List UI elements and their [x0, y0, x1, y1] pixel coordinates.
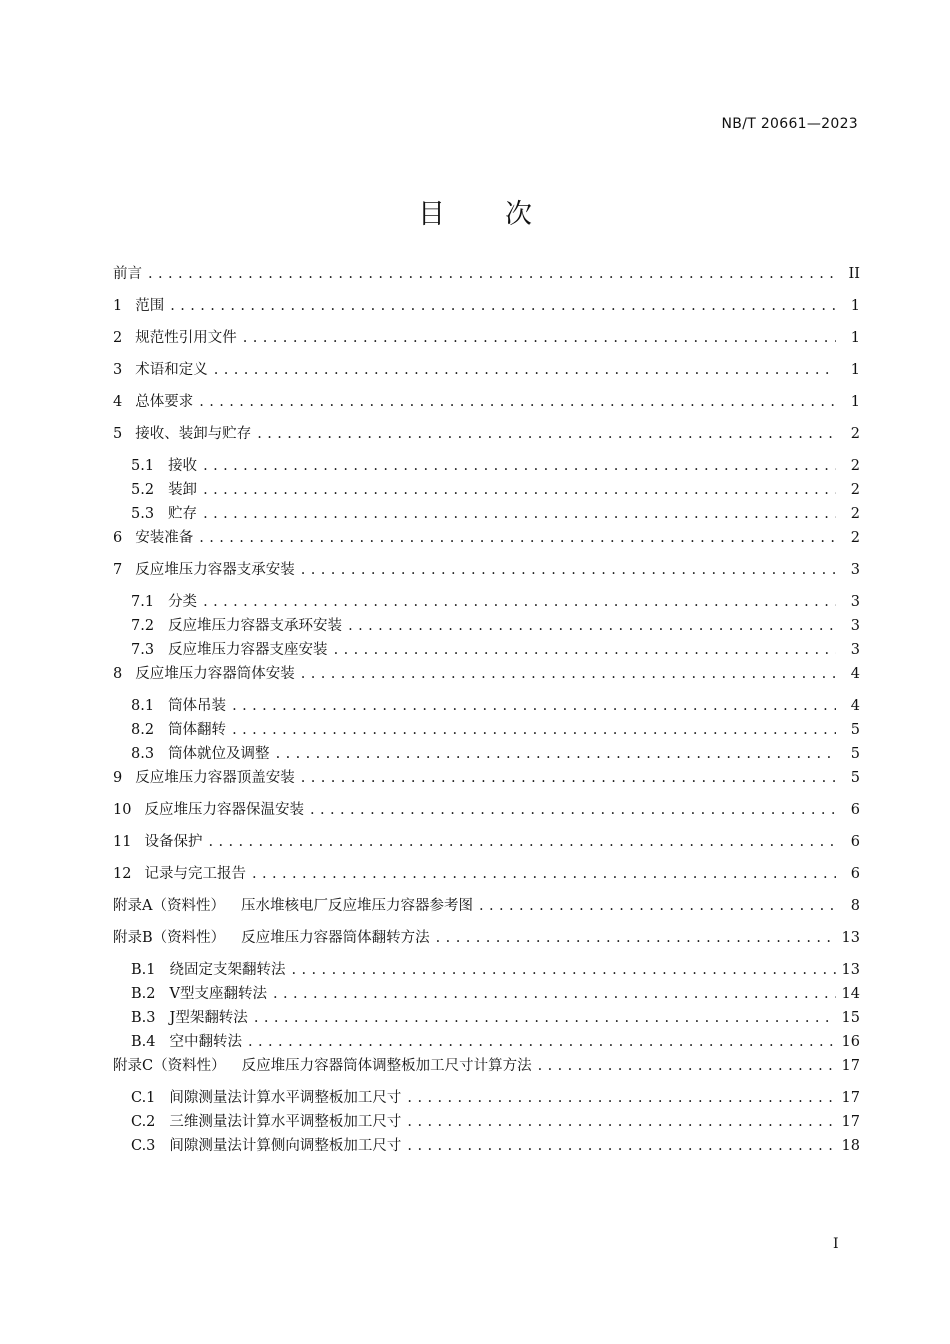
toc-leader-dots	[254, 1006, 836, 1030]
toc-title	[0, 192, 950, 231]
toc-entry[interactable]	[113, 262, 860, 294]
standard-code: NB/T 20661—2023	[721, 116, 858, 132]
toc-leader-dots	[334, 638, 836, 662]
toc-subentry[interactable]	[113, 1134, 860, 1158]
toc-entry-label: 反应堆压力容器保温安装	[144, 802, 304, 818]
toc-entry-number: 8	[113, 666, 123, 682]
toc-entry-label: 接收	[168, 458, 198, 474]
toc-leader-dots	[252, 862, 836, 886]
toc-leader-dots	[301, 766, 836, 790]
toc-entry-number: 2	[113, 330, 123, 346]
toc-entry-page: 5	[850, 746, 860, 762]
toc-entry-number: 7.2	[131, 618, 155, 634]
toc-entry-number: 6	[113, 530, 123, 546]
toc-subentry[interactable]	[113, 1110, 860, 1134]
toc-entry[interactable]	[113, 526, 860, 558]
toc-subentry[interactable]	[113, 502, 860, 526]
toc-leader-dots	[273, 982, 836, 1006]
toc-entry-page: 2	[850, 482, 860, 498]
toc-entry-number: 10	[113, 802, 132, 818]
toc-entry-page: 1	[850, 394, 860, 410]
toc-leader-dots	[348, 614, 836, 638]
toc-entry-page: 17	[841, 1090, 860, 1106]
toc-entry-number: 8.2	[131, 722, 155, 738]
toc-entry-page: 16	[841, 1034, 860, 1050]
toc-entry-page: 15	[841, 1010, 860, 1026]
toc-entry-label: 范围	[135, 298, 165, 314]
toc-entry-page: 2	[850, 506, 860, 522]
toc-entry-label: 间隙测量法计算水平调整板加工尺寸	[169, 1090, 402, 1106]
toc-entry[interactable]	[113, 422, 860, 454]
toc-entry-page: 1	[850, 362, 860, 378]
toc-entry-number: 11	[113, 834, 132, 850]
toc-entry-label: J型架翻转法	[169, 1010, 248, 1026]
toc-entry-label: 分类	[168, 594, 198, 610]
toc-entry-page: 6	[850, 802, 860, 818]
toc-entry-label: 压水堆核电厂反应堆压力容器参考图	[240, 898, 473, 914]
toc-entry-label: 规范性引用文件	[135, 330, 237, 346]
toc-entry-number: B.4	[131, 1034, 156, 1050]
toc-leader-dots	[203, 590, 836, 614]
footer-page-number: I	[833, 1236, 839, 1252]
toc-entry-number: 5.2	[131, 482, 155, 498]
toc-entry[interactable]	[113, 926, 860, 958]
toc-subentry[interactable]	[113, 982, 860, 1006]
toc-subentry[interactable]	[113, 478, 860, 502]
toc-entry-label: 安装准备	[135, 530, 194, 546]
toc-entry-number: 7	[113, 562, 123, 578]
toc-subentry[interactable]	[113, 742, 860, 766]
toc-subentry[interactable]	[113, 694, 860, 718]
toc-entry-label: 反应堆压力容器筒体安装	[135, 666, 295, 682]
toc-entry-label: 总体要求	[135, 394, 194, 410]
toc-entry-number: B.1	[131, 962, 156, 978]
toc-entry-label: 装卸	[168, 482, 198, 498]
toc-entry-number: C.2	[131, 1114, 156, 1130]
toc-subentry[interactable]	[113, 1006, 860, 1030]
toc-entry-label: 筒体吊装	[168, 698, 227, 714]
toc-leader-dots	[199, 390, 836, 414]
toc-subentry[interactable]	[113, 590, 860, 614]
toc-entry[interactable]	[113, 390, 860, 422]
toc-leader-dots	[214, 358, 836, 382]
toc-entry-page: 3	[850, 642, 860, 658]
toc-entry-number: 9	[113, 770, 123, 786]
toc-subentry[interactable]	[113, 614, 860, 638]
toc-entry[interactable]	[113, 662, 860, 694]
toc-entry-label: 间隙测量法计算侧向调整板加工尺寸	[169, 1138, 402, 1154]
toc-entry-page: 14	[841, 986, 860, 1002]
toc-entry-label: 反应堆压力容器支承安装	[135, 562, 295, 578]
toc-entry-label: 反应堆压力容器支承环安装	[168, 618, 343, 634]
toc-entry-page: 4	[850, 666, 860, 682]
toc-leader-dots	[203, 478, 836, 502]
toc-leader-dots	[148, 262, 836, 286]
toc-subentry[interactable]	[113, 718, 860, 742]
toc-entry-page: 13	[841, 962, 860, 978]
toc-leader-dots	[538, 1054, 836, 1078]
toc-entry-page: 18	[841, 1138, 860, 1154]
toc-entry[interactable]	[113, 830, 860, 862]
toc-entry[interactable]	[113, 894, 860, 926]
toc-entry-label: 筒体就位及调整	[168, 746, 270, 762]
toc-leader-dots	[301, 662, 836, 686]
toc-leader-dots	[208, 830, 836, 854]
toc-entry-page: 2	[850, 426, 860, 442]
toc-entry-page: 2	[850, 458, 860, 474]
toc-entry-page: 1	[850, 330, 860, 346]
toc-entry-page: 17	[841, 1114, 860, 1130]
toc-leader-dots	[276, 742, 836, 766]
toc-entry-number: C.3	[131, 1138, 156, 1154]
toc-entry-label: 反应堆压力容器顶盖安装	[135, 770, 295, 786]
toc-entry-number: 3	[113, 362, 123, 378]
toc-leader-dots	[310, 798, 836, 822]
toc-leader-dots	[170, 294, 836, 318]
toc-entry-page: 2	[850, 530, 860, 546]
toc-entry-number: C.1	[131, 1090, 156, 1106]
toc-leader-dots	[203, 454, 836, 478]
table-of-contents	[113, 262, 860, 1158]
toc-entry-label: 反应堆压力容器筒体调整板加工尺寸计算方法	[241, 1058, 532, 1074]
toc-entry-label: 记录与完工报告	[144, 866, 246, 882]
toc-entry-page: 6	[850, 866, 860, 882]
toc-leader-dots	[407, 1134, 835, 1158]
toc-entry[interactable]	[113, 326, 860, 358]
toc-leader-dots	[203, 502, 836, 526]
toc-entry-page: 3	[850, 562, 860, 578]
toc-entry-label: 三维测量法计算水平调整板加工尺寸	[169, 1114, 402, 1130]
toc-entry-number: 7.3	[131, 642, 155, 658]
toc-entry[interactable]	[113, 862, 860, 894]
toc-entry-number: B.3	[131, 1010, 156, 1026]
toc-leader-dots	[407, 1110, 835, 1134]
toc-entry-label: 筒体翻转	[168, 722, 227, 738]
toc-entry-page: 1	[850, 298, 860, 314]
toc-entry-label: 术语和定义	[135, 362, 208, 378]
toc-leader-dots	[243, 326, 836, 350]
toc-entry[interactable]	[113, 798, 860, 830]
toc-entry-number: 12	[113, 866, 132, 882]
toc-leader-dots	[232, 694, 836, 718]
toc-entry-page: 3	[850, 594, 860, 610]
toc-entry-number: 附录A（资料性）	[113, 898, 225, 914]
toc-entry-label: 接收、装卸与贮存	[135, 426, 252, 442]
toc-entry-label: 空中翻转法	[169, 1034, 242, 1050]
toc-entry-page: 3	[850, 618, 860, 634]
toc-entry[interactable]	[113, 294, 860, 326]
toc-entry-number: 4	[113, 394, 123, 410]
toc-leader-dots	[292, 958, 836, 982]
toc-entry-page: 8	[850, 898, 860, 914]
toc-entry-label: 反应堆压力容器筒体翻转方法	[241, 930, 430, 946]
toc-subentry[interactable]	[113, 1030, 860, 1054]
toc-entry-number: 1	[113, 298, 123, 314]
toc-entry-page: 6	[850, 834, 860, 850]
toc-entry[interactable]	[113, 558, 860, 590]
toc-entry-number: 5	[113, 426, 123, 442]
toc-leader-dots	[436, 926, 836, 950]
toc-entry-label: 反应堆压力容器支座安装	[168, 642, 328, 658]
toc-entry-page: 5	[850, 722, 860, 738]
toc-entry-number: 附录B（资料性）	[113, 930, 226, 946]
toc-entry-page: 17	[841, 1058, 860, 1074]
toc-entry-page: II	[848, 266, 860, 282]
toc-entry-page: 13	[841, 930, 860, 946]
toc-leader-dots	[407, 1086, 835, 1110]
toc-entry-number: 8.3	[131, 746, 155, 762]
toc-leader-dots	[199, 526, 836, 550]
toc-subentry[interactable]	[113, 638, 860, 662]
toc-subentry[interactable]	[113, 454, 860, 478]
toc-entry-label: 绕固定支架翻转法	[169, 962, 286, 978]
toc-entry-label: 贮存	[168, 506, 198, 522]
toc-entry[interactable]	[113, 766, 860, 798]
toc-leader-dots	[248, 1030, 836, 1054]
toc-entry-label: 前言	[113, 266, 142, 282]
toc-subentry[interactable]	[113, 958, 860, 982]
toc-entry-number: B.2	[131, 986, 156, 1002]
toc-subentry[interactable]	[113, 1086, 860, 1110]
toc-entry-page: 5	[850, 770, 860, 786]
toc-entry-number: 8.1	[131, 698, 155, 714]
toc-title-char-2: 次	[505, 199, 532, 230]
toc-entry[interactable]	[113, 1054, 860, 1086]
toc-entry-label: V型支座翻转法	[169, 986, 267, 1002]
toc-entry-number: 附录C（资料性）	[113, 1058, 226, 1074]
toc-entry-label: 设备保护	[144, 834, 203, 850]
toc-entry-page: 4	[850, 698, 860, 714]
toc-leader-dots	[257, 422, 836, 446]
toc-entry-number: 5.1	[131, 458, 155, 474]
toc-entry-number: 7.1	[131, 594, 155, 610]
toc-leader-dots	[232, 718, 836, 742]
toc-leader-dots	[301, 558, 836, 582]
toc-leader-dots	[479, 894, 836, 918]
toc-entry-number: 5.3	[131, 506, 155, 522]
toc-entry[interactable]	[113, 358, 860, 390]
toc-title-char-1: 目	[418, 199, 445, 230]
